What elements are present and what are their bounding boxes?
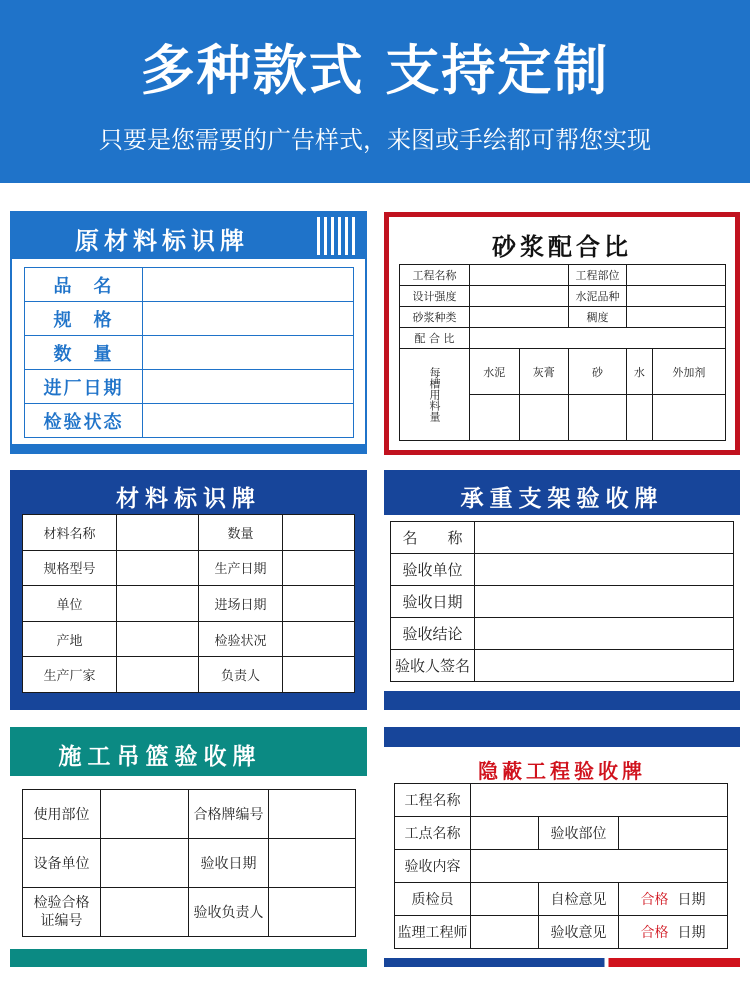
table-row	[395, 850, 728, 883]
card-title: 承重支架验收牌	[460, 486, 664, 512]
value-cell	[143, 268, 354, 302]
value-cell	[101, 888, 189, 937]
row-label: 材料名称	[23, 515, 117, 551]
material-sign-card	[10, 470, 367, 710]
date-label: 日期	[677, 892, 706, 908]
card-header	[10, 727, 367, 776]
card-panel	[22, 514, 355, 692]
value-cell	[475, 554, 734, 586]
row-label: 生产厂家	[23, 657, 117, 693]
value-cell	[117, 657, 199, 693]
row-label: 验收结论	[391, 618, 475, 650]
value-cell	[627, 395, 653, 441]
row-label: 进场日期	[199, 586, 283, 622]
card-panel	[384, 515, 740, 691]
sign-table	[24, 267, 354, 438]
row-label: 使用部位	[23, 790, 101, 839]
sign-table	[22, 514, 355, 693]
row-label: 砂浆种类	[400, 307, 470, 328]
column-header: 砂	[569, 349, 627, 395]
value-cell	[470, 328, 726, 349]
table-row	[400, 307, 726, 328]
table-row	[395, 916, 728, 949]
column-header: 灰膏	[519, 349, 569, 395]
value-cell	[283, 586, 355, 622]
table-row	[391, 618, 734, 650]
value-cell	[475, 650, 734, 682]
row-label: 品 名	[25, 268, 143, 302]
table-row	[23, 888, 356, 937]
row-label: 生产日期	[199, 550, 283, 586]
value-cell	[652, 395, 725, 441]
row-label: 水泥品种	[569, 286, 627, 307]
row-label: 验收日期	[189, 839, 269, 888]
card-footer-bar	[384, 958, 740, 967]
table-row	[391, 586, 734, 618]
concealed-work-acceptance-card	[384, 727, 740, 967]
table-row	[400, 328, 726, 349]
row-label: 自检意见	[539, 883, 619, 916]
value-cell	[269, 888, 356, 937]
row-label: 数量	[199, 515, 283, 551]
card-header	[12, 213, 365, 259]
row-label: 规格型号	[23, 550, 117, 586]
row-label: 检验状况	[199, 621, 283, 657]
row-label: 稠度	[569, 307, 627, 328]
value-cell	[143, 302, 354, 336]
table-row	[23, 839, 356, 888]
row-label: 负责人	[199, 657, 283, 693]
row-label: 监理工程师	[395, 916, 471, 949]
row-label: 验收负责人	[189, 888, 269, 937]
decorative-stripes	[317, 217, 357, 255]
value-cell	[470, 286, 569, 307]
value-cell	[627, 307, 726, 328]
value-cell	[471, 784, 728, 817]
value-cell	[569, 395, 627, 441]
value-cell	[470, 265, 569, 286]
pass-label: 合格	[640, 892, 669, 908]
value-cell	[471, 916, 539, 949]
row-label: 名 称	[391, 522, 475, 554]
card-title: 材料标识牌	[116, 486, 261, 512]
value-cell	[470, 395, 520, 441]
value-cell	[269, 790, 356, 839]
row-label: 检验合格 证编号	[23, 888, 101, 937]
value-cell	[475, 618, 734, 650]
row-label: 工程名称	[400, 265, 470, 286]
sign-table	[394, 783, 728, 949]
value-cell	[471, 817, 539, 850]
result-cell	[619, 883, 728, 916]
promo-header	[0, 0, 750, 183]
table-row	[25, 302, 354, 336]
table-row	[400, 286, 726, 307]
value-cell	[283, 657, 355, 693]
row-label: 配 合 比	[400, 328, 470, 349]
row-label: 验收日期	[391, 586, 475, 618]
row-label: 进厂日期	[25, 370, 143, 404]
table-row	[395, 784, 728, 817]
value-cell	[470, 307, 569, 328]
table-row	[391, 650, 734, 682]
sign-table	[399, 264, 726, 441]
row-label: 产地	[23, 621, 117, 657]
date-label: 日期	[677, 925, 706, 941]
mortar-mix-sign-card	[384, 212, 740, 455]
side-label	[400, 349, 470, 441]
value-cell	[475, 586, 734, 618]
card-top-band	[384, 727, 740, 747]
card-footer-bar	[12, 444, 365, 452]
card-footer-bar	[10, 949, 367, 967]
pass-label: 合格	[640, 925, 669, 941]
card-title: 砂浆配合比	[492, 233, 632, 261]
row-label: 质检员	[395, 883, 471, 916]
row-label: 检验状态	[25, 404, 143, 438]
value-cell	[117, 515, 199, 551]
value-cell	[101, 839, 189, 888]
table-row	[400, 265, 726, 286]
row-label: 验收意见	[539, 916, 619, 949]
value-cell	[619, 817, 728, 850]
value-cell	[117, 550, 199, 586]
value-cell	[117, 586, 199, 622]
table-row	[23, 621, 355, 657]
table-row	[25, 370, 354, 404]
value-cell	[471, 883, 539, 916]
column-header: 水泥	[470, 349, 520, 395]
table-row	[391, 522, 734, 554]
value-cell	[471, 850, 728, 883]
row-label: 工程名称	[395, 784, 471, 817]
support-frame-acceptance-card	[384, 470, 740, 710]
row-label: 验收内容	[395, 850, 471, 883]
table-row	[23, 790, 356, 839]
table-row	[23, 657, 355, 693]
row-label: 数 量	[25, 336, 143, 370]
value-cell	[627, 265, 726, 286]
value-cell	[143, 404, 354, 438]
value-cell	[143, 370, 354, 404]
row-label: 工点名称	[395, 817, 471, 850]
raw-material-sign-card	[10, 211, 367, 454]
card-title: 施工吊篮验收牌	[58, 744, 262, 770]
row-label: 规 格	[25, 302, 143, 336]
row-label: 设计强度	[400, 286, 470, 307]
value-cell	[283, 550, 355, 586]
value-cell	[519, 395, 569, 441]
table-row	[391, 554, 734, 586]
table-row	[400, 349, 726, 395]
row-label: 验收单位	[391, 554, 475, 586]
column-header: 水	[627, 349, 653, 395]
row-label: 合格牌编号	[189, 790, 269, 839]
value-cell	[283, 621, 355, 657]
table-row	[23, 515, 355, 551]
value-cell	[627, 286, 726, 307]
table-row	[25, 404, 354, 438]
result-cell	[619, 916, 728, 949]
value-cell	[117, 621, 199, 657]
row-label: 工程部位	[569, 265, 627, 286]
table-row	[23, 586, 355, 622]
sign-table	[22, 789, 356, 937]
value-cell	[475, 522, 734, 554]
table-row	[25, 268, 354, 302]
value-cell	[269, 839, 356, 888]
sign-table	[390, 521, 734, 682]
card-title: 隐蔽工程验收牌	[478, 759, 646, 783]
side-label-text: 每槽用料量	[428, 367, 441, 422]
header-subtitle: 只要是您需要的广告样式，来图或手绘都可帮您实现	[99, 126, 651, 154]
row-label: 验收人签名	[391, 650, 475, 682]
row-label: 单位	[23, 586, 117, 622]
gondola-acceptance-card	[10, 727, 367, 967]
header-title: 多种款式 支持定制	[140, 39, 610, 102]
table-row	[23, 550, 355, 586]
value-cell	[101, 790, 189, 839]
table-row	[395, 883, 728, 916]
column-header: 外加剂	[652, 349, 725, 395]
value-cell	[143, 336, 354, 370]
row-label: 验收部位	[539, 817, 619, 850]
row-label: 设备单位	[23, 839, 101, 888]
table-row	[25, 336, 354, 370]
value-cell	[283, 515, 355, 551]
card-title: 原材料标识牌	[75, 227, 249, 255]
table-row	[395, 817, 728, 850]
